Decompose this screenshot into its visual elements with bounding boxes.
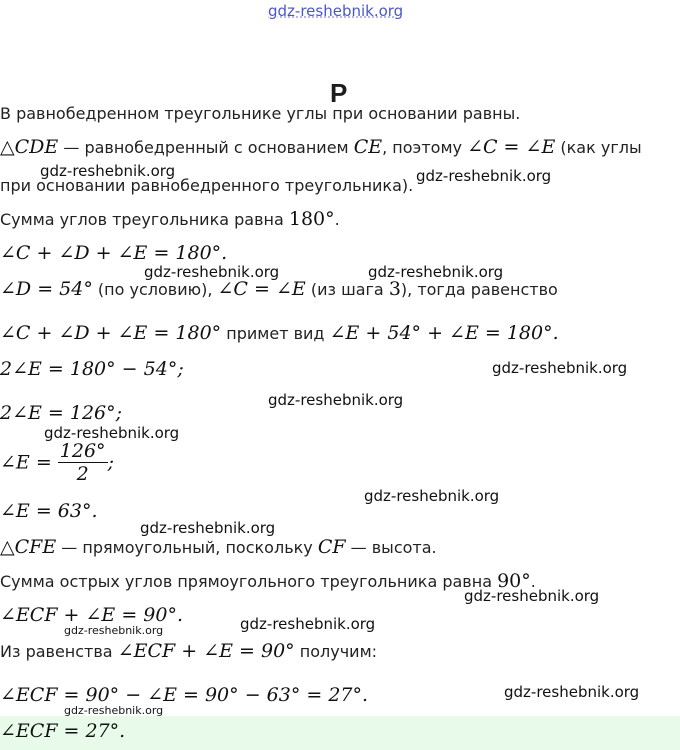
math-semicolon: ;	[107, 451, 114, 474]
step-5-text-b: (из шага	[305, 280, 389, 299]
watermark: gdz-reshebnik.org	[368, 263, 504, 281]
watermark: gdz-reshebnik.org	[140, 519, 276, 537]
step-14-line	[0, 640, 377, 662]
step-12-line	[0, 570, 536, 592]
math-triangle-cfe: △CFE	[0, 536, 57, 558]
fraction	[58, 440, 108, 485]
step-6-text: примет вид	[221, 324, 330, 343]
math-ce: CE	[353, 136, 383, 158]
math-step-3: 3	[388, 278, 401, 300]
step-8-equation: 2∠E = 126°;	[0, 402, 123, 424]
math-d-54: ∠D = 54°	[0, 278, 93, 300]
step-1-text: В равнобедренном треугольнике углы при основании равны.	[0, 104, 521, 123]
step-11-line	[0, 536, 437, 558]
step-5-line	[0, 278, 558, 300]
step-2-text-a: — равнобедренный с основанием	[58, 138, 354, 157]
step-14-text-b: получим:	[294, 642, 378, 661]
watermark: gdz-reshebnik.org	[40, 162, 176, 180]
step-2-text-c: (как углы	[555, 138, 642, 157]
math-ecf-plus-e: ∠ECF + ∠E = 90°	[117, 640, 295, 662]
watermark: gdz-reshebnik.org	[416, 167, 552, 185]
step-10-equation: ∠E = 63°.	[0, 500, 98, 522]
watermark: gdz-reshebnik.org	[144, 263, 280, 281]
watermark: gdz-reshebnik.org	[464, 587, 600, 605]
step-2-line-2: при основании равнобедренного треугольника).	[0, 176, 414, 195]
step-11-text-a: — прямоугольный, поскольку	[56, 538, 318, 557]
watermark: gdz-reshebnik.org	[44, 424, 180, 442]
math-cf: CF	[317, 536, 346, 558]
step-13-equation: ∠ECF + ∠E = 90°.	[0, 604, 184, 626]
step-3-line	[0, 208, 340, 230]
step-11-text-b: — высота.	[345, 538, 437, 557]
final-answer: ∠ECF = 27°.	[0, 720, 126, 742]
math-90: 90°	[497, 570, 531, 592]
fraction-denominator: 2	[76, 463, 89, 485]
step-12-text: Сумма острых углов прямоугольного треугольника равна	[0, 572, 498, 591]
watermark: gdz-reshebnik.org	[64, 624, 164, 637]
step-6-line	[0, 322, 559, 344]
math-substituted: ∠E + 54° + ∠E = 180°.	[329, 322, 559, 344]
math-c-equals-e: ∠C = ∠E	[467, 136, 556, 158]
step-7-equation: 2∠E = 180° − 54°;	[0, 358, 184, 380]
watermark: gdz-reshebnik.org	[64, 704, 164, 717]
watermark: gdz-reshebnik.org	[504, 683, 640, 701]
watermark: gdz-reshebnik.org	[240, 615, 376, 633]
math-triangle-cde: △CDE	[0, 136, 59, 158]
math-180: 180°	[288, 208, 335, 230]
step-5-text-a: (по условию),	[92, 280, 218, 299]
watermark: gdz-reshebnik.org	[268, 391, 404, 409]
step-2-text-b: , поэтому	[382, 138, 468, 157]
step-5-text-c: ), тогда равенство	[400, 280, 558, 299]
step-14-text-a: Из равенства	[0, 642, 118, 661]
math-angle-sum: ∠C + ∠D + ∠E = 180°	[0, 322, 222, 344]
math-e-equals: ∠E =	[0, 451, 58, 474]
step-12-period: .	[530, 572, 536, 591]
step-15-equation: ∠ECF = 90° − ∠E = 90° − 63° = 27°.	[0, 684, 369, 706]
fraction-numerator: 126°	[59, 440, 106, 462]
step-2-line-1	[0, 136, 642, 158]
step-9-equation	[0, 440, 114, 485]
step-3-period: .	[334, 210, 340, 229]
section-heading: Р	[330, 78, 348, 108]
watermark: gdz-reshebnik.org	[364, 487, 500, 505]
step-3-text: Сумма углов треугольника равна	[0, 210, 289, 229]
source-link[interactable]: gdz-reshebnik.org	[268, 2, 404, 20]
math-c-equals-e-2: ∠C = ∠E	[217, 278, 306, 300]
step-4-equation: ∠C + ∠D + ∠E = 180°.	[0, 242, 228, 264]
watermark: gdz-reshebnik.org	[492, 359, 628, 377]
